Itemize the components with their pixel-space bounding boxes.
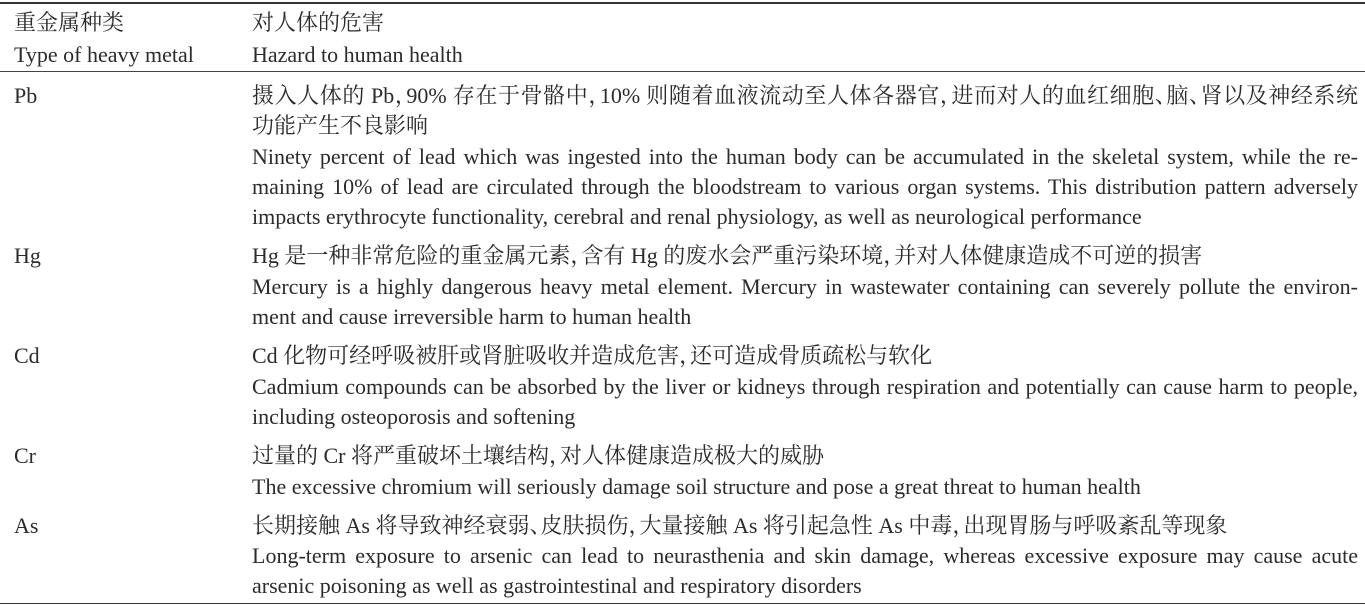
hazard-en-text [252,472,1358,502]
hazard-en-text [252,272,1358,333]
hazard-zh-text [252,81,1358,142]
header-metal-zh: 重金属种类 [14,10,125,35]
hazard-zh-line: 长期接触 As 将导致神经衰弱、皮肤损伤，大量接触 As 将引起急性 As 中毒，出现胃肠与呼吸紊乱等现象 [252,512,1228,538]
hazard-zh-line: 功能产生不良影响 [252,113,429,139]
metal-cell [14,81,252,232]
metal-cell [14,341,252,432]
header-metal-en: Type of heavy metal [14,42,194,67]
hazard-en-line: maining 10% of lead are circulated through the bloodstream to various organ systems. This distribution pattern adversely [252,173,1358,199]
metal-name: Hg [14,243,41,269]
hazard-zh-line: Cd 化物可经呼吸被肝或肾脏吸收并造成危害，还可造成骨质疏松与软化 [252,343,933,369]
table-row-hg [0,232,1365,332]
hazard-en-line: impacts erythrocyte functionality, cerebral and renal physiology, as well as neurological performance [252,204,1142,230]
metal-cell [14,511,252,602]
header-cell-metal [14,7,252,71]
hazard-zh-line: 摄入人体的 Pb，90% 存在于骨骼中，10% 则随着血液流动至人体各器官，进而对人的血红细胞、脑、肾以及神经系统 [252,83,1358,108]
hazard-cell [252,511,1358,602]
hazard-en-text [252,372,1358,433]
hazard-en-line: Long-term exposure to arsenic can lead to neurasthenia and skin damage, whereas excessive exposure may cause acute [252,543,1358,569]
hazard-cell [252,241,1358,332]
hazard-cell [252,81,1358,232]
metal-cell [14,241,252,332]
hazard-en-text [252,541,1358,602]
hazard-en-line: Mercury is a highly dangerous heavy metal element. Mercury in wastewater containing can severely pollute the environ- [252,273,1358,299]
hazard-en-line: The excessive chromium will seriously damage soil structure and pose a great threat to human health [252,473,1141,499]
metal-name: Pb [14,83,38,108]
hazard-zh-line: 过量的 Cr 将严重破坏土壤结构，对人体健康造成极大的威胁 [252,443,825,469]
bottom-rule [0,603,1365,605]
metal-name: Cr [14,443,36,469]
table-row-as [0,502,1365,602]
table-row-pb [0,72,1365,232]
header-cell-hazard [252,7,1358,71]
header-hazard-en: Hazard to human health [252,42,463,67]
hazard-en-line: Cadmium compounds can be absorbed by the liver or kidneys through respiration and potentially can cause harm to people, [252,373,1358,399]
table-row-cd [0,332,1365,432]
hazard-en-line: ment and cause irreversible harm to human health [252,304,692,330]
hazard-zh-text [252,241,1358,271]
hazard-en-line: arsenic poisoning as well as gastrointestinal and respiratory disorders [252,573,862,599]
metal-name: Cd [14,343,40,369]
table-row-cr [0,432,1365,502]
hazard-zh-text [252,511,1358,541]
header-hazard-zh: 对人体的危害 [252,10,385,35]
hazard-en-line: including osteoporosis and softening [252,403,576,429]
metal-cell [14,441,252,502]
hazard-cell [252,441,1358,502]
hazard-zh-text [252,341,1358,371]
hazard-en-text [252,142,1358,233]
table-header [0,4,1365,71]
hazard-cell [252,341,1358,432]
hazard-en-line: Ninety percent of lead which was ingested into the human body can be accumulated in the skeletal system, while the re- [252,143,1358,169]
hazard-zh-line: Hg 是一种非常危险的重金属元素，含有 Hg 的废水会严重污染环境，并对人体健康造成不可逆的损害 [252,243,1203,269]
metal-name: As [14,512,39,538]
hazard-zh-text [252,441,1358,471]
